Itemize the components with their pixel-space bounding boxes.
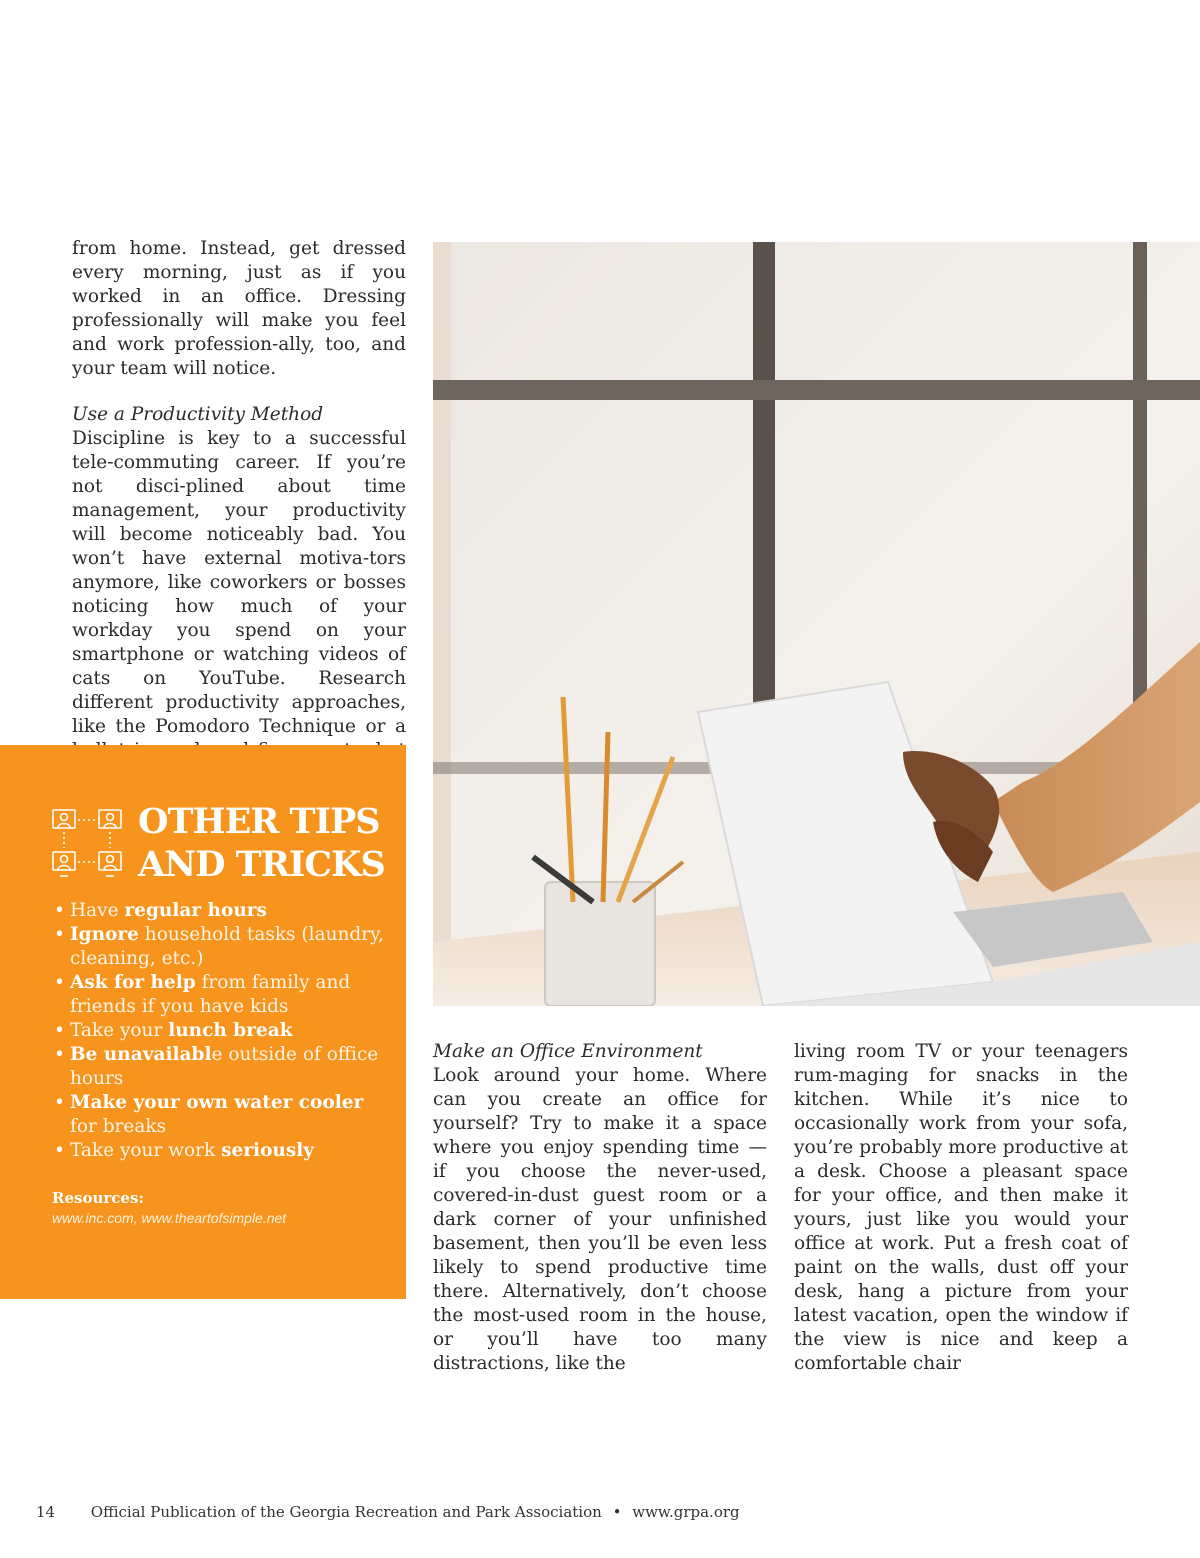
website-link[interactable]: www.grpa.org (632, 1503, 740, 1521)
tip-item: • Have regular hours (52, 899, 392, 923)
tip-item: • Take your work seriously (52, 1139, 392, 1163)
laptop-desk-photo (433, 242, 1200, 1006)
page-number: 14 (36, 1503, 56, 1521)
productivity-paragraph: Discipline is key to a successful tele-commuting career. If you’re not disci-plined about time management, your productivity will become noticeably bad. You won’t have external motiva-tors anymore, like coworkers or bosses noticing how much of your workday you spend on your smartphone or watching videos of cats on YouTube. Research different productivity approaches, like the Pomodoro Technique or a (72, 428, 406, 737)
productivity-heading: Use a Productivity Method (72, 404, 324, 425)
publication-name: Official Publication of the Georgia Recreation and Park Association (90, 1503, 602, 1521)
tip-item: • Ask for help from family and friends if you have kids (52, 971, 392, 1019)
resources-label: Resources: (52, 1189, 144, 1207)
office-paragraph-part2: living room TV or your teenagers rum-maging for snacks in the kitchen. While it’s nice to occasionally work from your sofa, you’re probably more productive at a desk. Choose a pleasant space for your office, and then make it yours, just like you would your office at work. Put a fresh coat of paint on the walls, dust off your desk, hang a picture from your latest vacation, open the window if the view is nice and keep a comfortable chair (794, 1041, 1128, 1374)
tip-item: • Be unavailable outside of office hours (52, 1043, 392, 1091)
resources-links: www.inc.com, www.theartofsimple.net (52, 1210, 287, 1226)
tips-list (52, 899, 392, 1163)
tips-title-line1: OTHER TIPS (138, 801, 380, 842)
office-paragraph-part1: Look around your home. Where can you create an office for yourself? Try to make it a space where you enjoy spending time — if you choose the never-used, covered-in-dust guest room or a dark corner of your unfinished basement, then you’ll be even less likely to spend productive time there. Alternatively, don’t choose the most-used room in the house, or you’ll have too many distractions, like the (433, 1065, 767, 1374)
footer-separator: • (612, 1503, 622, 1521)
office-column-2 (794, 1040, 1128, 1376)
tips-title (138, 800, 398, 886)
tip-item: • Take your lunch break (52, 1019, 392, 1043)
intro-paragraph: from home. Instead, get dressed every morning, just as if you worked in an office. Dressing professionally will make you feel and work profession-ally, too, and your team will notice. (72, 238, 406, 379)
tip-item: • Make your own water cooler for breaks (52, 1091, 392, 1139)
left-column (72, 237, 406, 787)
office-column-1 (433, 1040, 767, 1376)
footer (36, 1503, 740, 1521)
network-people-icon (50, 806, 124, 882)
tips-title-line2: AND TRICKS (138, 844, 385, 885)
tip-item: • Ignore household tasks (laundry, cleaning, etc.) (52, 923, 392, 971)
office-heading: Make an Office Environment (433, 1041, 703, 1062)
